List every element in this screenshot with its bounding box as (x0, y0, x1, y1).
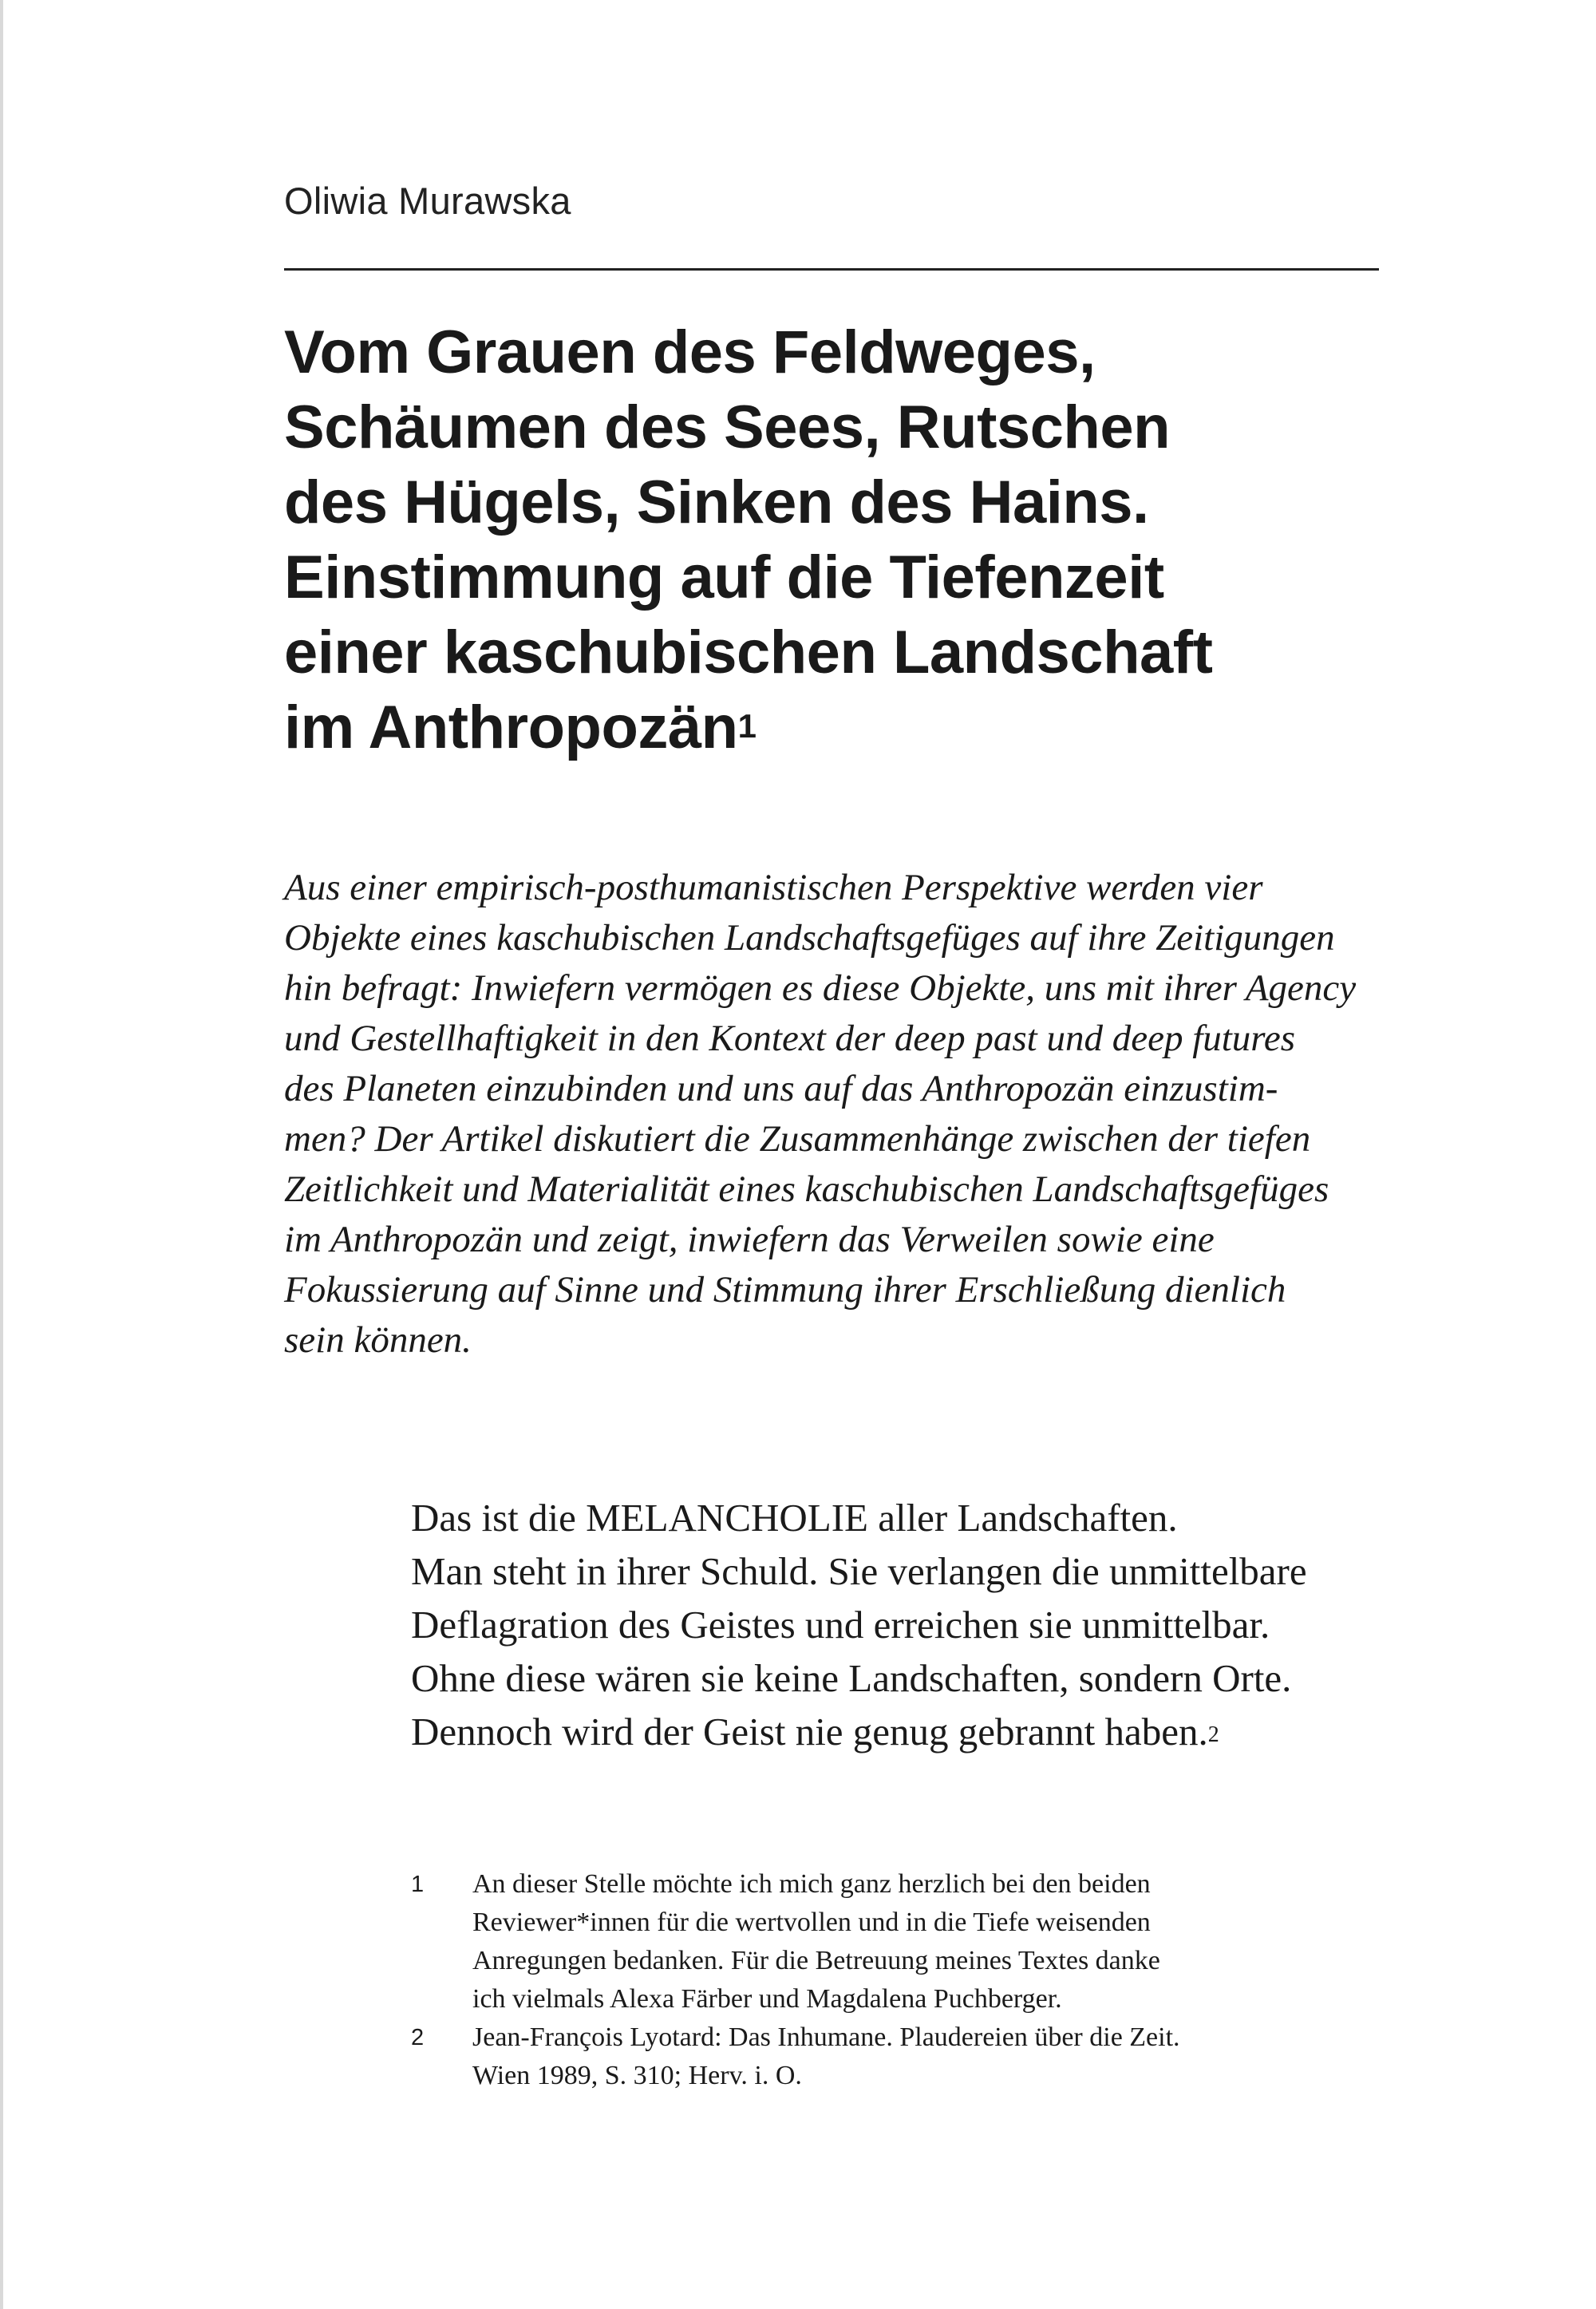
title-line-text: im Anthropozän (284, 694, 738, 761)
footnotes (411, 1865, 1369, 2095)
abstract-line: hin befragt: Inwiefern vermögen es diese Objekte, uns mit ihrer Agency (284, 967, 1357, 1009)
quote-line: Deflagration des Geistes und erreichen sie unmittelbar. (411, 1603, 1270, 1647)
quote-line: Ohne diese wären sie keine Landschaften, sondern Orte. (411, 1656, 1292, 1700)
footnote-line: Jean-François Lyotard: Das Inhumane. Plaudereien über die Zeit. (472, 2022, 1180, 2052)
footnote-line: Reviewer*innen für die wertvollen und in die Tiefe weisenden (472, 1908, 1151, 1937)
abstract-line: Zeitlichkeit und Materialität eines kaschubischen Landschaftsgefüges (284, 1168, 1329, 1210)
author-name: Oliwia Murawska (284, 180, 571, 222)
footnote-number: 2 (411, 2025, 425, 2050)
title-line: Vom Grauen des Feldweges, (284, 318, 1096, 386)
abstract-line: im Anthropozän und zeigt, inwiefern das Verweilen sowie eine (284, 1219, 1215, 1260)
abstract-line: und Gestellhaftigkeit in den Kontext der deep past und deep futures (284, 1018, 1296, 1059)
abstract-line: men? Der Artikel diskutiert die Zusammenhänge zwischen der tiefen (284, 1118, 1311, 1160)
abstract (284, 863, 1385, 1366)
quote-line: Das ist die MELANCHOLIE aller Landschaften. (411, 1496, 1178, 1540)
page-edge (0, 0, 3, 2309)
footnote-ref-1[interactable]: 1 (737, 707, 757, 745)
quote-line: Man steht in ihrer Schuld. Sie verlangen die unmittelbare (411, 1549, 1307, 1593)
footnote-line: Wien 1989, S. 310; Herv. i. O. (472, 2061, 802, 2090)
abstract-line: Objekte eines kaschubischen Landschaftsgefüges auf ihre Zeitigungen (284, 917, 1335, 959)
abstract-line: Aus einer empirisch-posthumanistischen Perspektive werden vier (284, 867, 1263, 908)
abstract-line: des Planeten einzubinden und uns auf das Anthropozän einzustim- (284, 1068, 1278, 1109)
title-line: des Hügels, Sinken des Hains. (284, 469, 1149, 536)
article-title (284, 315, 1385, 765)
abstract-line: sein können. (284, 1319, 472, 1361)
footnote-line: Anregungen bedanken. Für die Betreuung meines Textes danke (472, 1946, 1160, 1975)
footnote-line: An dieser Stelle möchte ich mich ganz herzlich bei den beiden (472, 1869, 1151, 1899)
header-rule (284, 268, 1379, 271)
footnote-ref-2[interactable]: 2 (1207, 1722, 1219, 1747)
epigraph-quote (411, 1491, 1369, 1758)
title-line: einer kaschubischen Landschaft (284, 619, 1213, 686)
quote-line-text: Dennoch wird der Geist nie genug gebrannt haben. (411, 1710, 1208, 1753)
quote-line-last (411, 1705, 1369, 1758)
title-line-last (284, 690, 1385, 765)
footnote-number: 1 (411, 1872, 425, 1897)
title-line: Einstimmung auf die Tiefenzeit (284, 544, 1164, 611)
title-line: Schäumen des Sees, Rutschen (284, 393, 1171, 461)
footnote-2 (411, 2018, 1369, 2095)
footnote-text (472, 1865, 1369, 2018)
footnote-1 (411, 1865, 1369, 2018)
footnote-line: ich vielmals Alexa Färber und Magdalena Puchberger. (472, 1984, 1062, 2014)
footnote-text (472, 2018, 1369, 2095)
abstract-line: Fokussierung auf Sinne und Stimmung ihrer Erschließung dienlich (284, 1269, 1286, 1311)
